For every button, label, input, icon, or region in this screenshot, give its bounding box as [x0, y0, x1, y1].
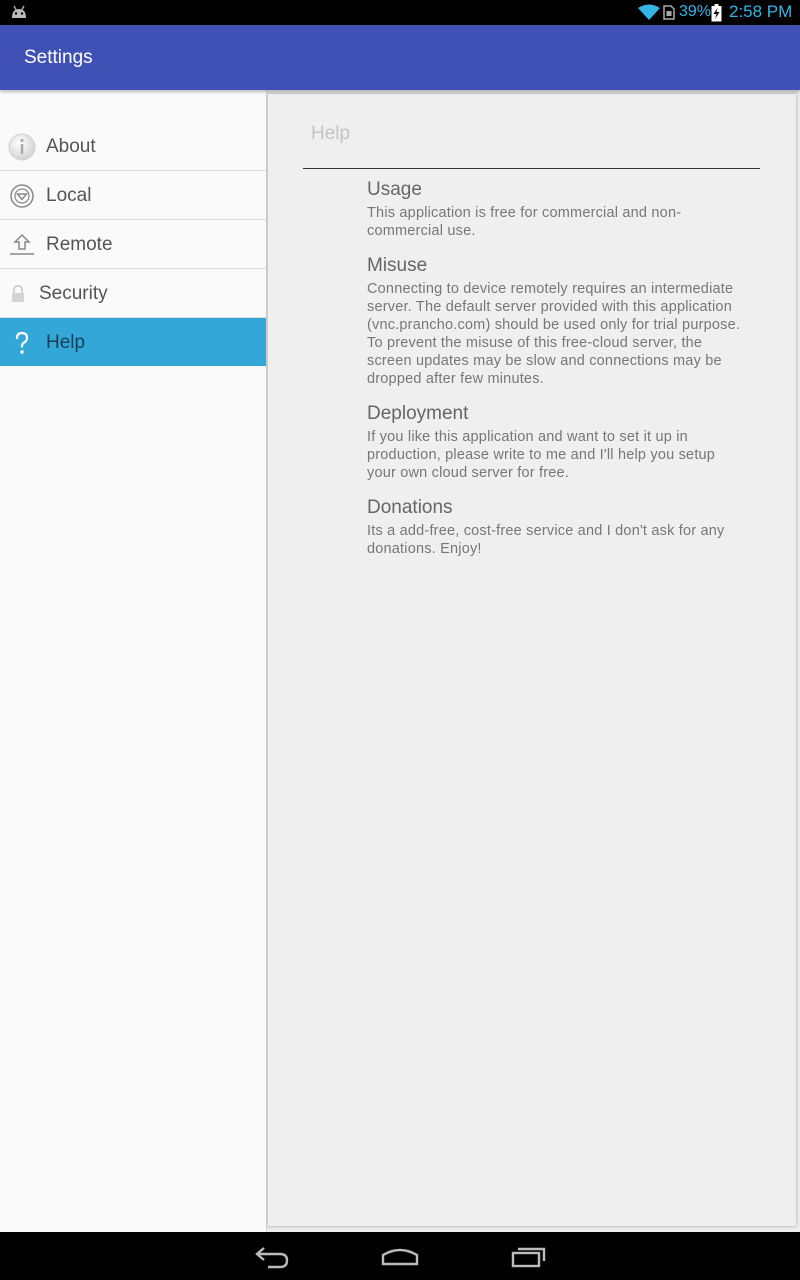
navigation-bar: [0, 1232, 800, 1280]
section-heading: Deployment: [367, 403, 469, 424]
section-heading: Donations: [367, 497, 453, 518]
section-text: This application is free for commercial and non-commercial use.: [367, 205, 682, 239]
help-section-usage: [367, 178, 747, 240]
settings-list: [0, 122, 266, 366]
pane-title: Help: [311, 123, 351, 144]
home-icon[interactable]: [380, 1242, 420, 1270]
sim-icon: [663, 5, 675, 20]
back-icon[interactable]: [252, 1242, 292, 1270]
battery-charging-icon: [711, 4, 722, 22]
status-bar: [0, 0, 800, 25]
section-heading: Usage: [367, 179, 422, 200]
section-text: To prevent the misuse of this free-cloud server, the screen updates may be slow and connections may be dropped after few minutes.: [367, 335, 722, 387]
help-pane: [268, 94, 796, 1226]
title-divider: [303, 168, 760, 169]
recents-icon[interactable]: [508, 1242, 548, 1270]
info-icon: [8, 133, 36, 161]
sidebar-item-label: Help: [46, 332, 86, 353]
section-text: Its a add-free, cost-free service and I don't ask for any donations. Enjoy!: [367, 523, 725, 557]
help-section-deployment: [367, 402, 747, 482]
help-sections: [367, 178, 747, 572]
help-section-misuse: [367, 254, 747, 388]
lock-icon: [4, 280, 32, 308]
app-title: Settings: [24, 47, 93, 68]
sidebar-item-about[interactable]: [0, 122, 266, 171]
wifi-icon: [638, 4, 660, 21]
android-icon: [10, 5, 28, 19]
help-section-donations: [367, 496, 747, 558]
sidebar-item-local[interactable]: [0, 171, 266, 220]
clock: 2:58 PM: [729, 2, 793, 21]
sidebar-item-security[interactable]: [0, 269, 266, 318]
download-circle-icon: [8, 182, 36, 210]
settings-sidebar: [0, 90, 267, 1232]
sidebar-item-help[interactable]: [0, 318, 266, 366]
app-bar: [0, 25, 800, 90]
sidebar-item-label: About: [46, 136, 96, 157]
battery-percent: 39%: [679, 3, 712, 20]
sidebar-item-label: Remote: [46, 234, 113, 255]
sidebar-item-label: Security: [39, 283, 108, 304]
section-text: If you like this application and want to set it up in production, please write to me and I'll help you setup your own cloud server for free.: [367, 429, 716, 481]
question-icon: [8, 329, 36, 357]
upload-icon: [8, 231, 36, 259]
section-heading: Misuse: [367, 255, 428, 276]
sidebar-item-remote[interactable]: [0, 220, 266, 269]
section-text: Connecting to device remotely requires an intermediate server. The default server provided with this application (vnc.prancho.com) should be used only for trial purpose.: [367, 281, 741, 333]
sidebar-item-label: Local: [46, 185, 92, 206]
